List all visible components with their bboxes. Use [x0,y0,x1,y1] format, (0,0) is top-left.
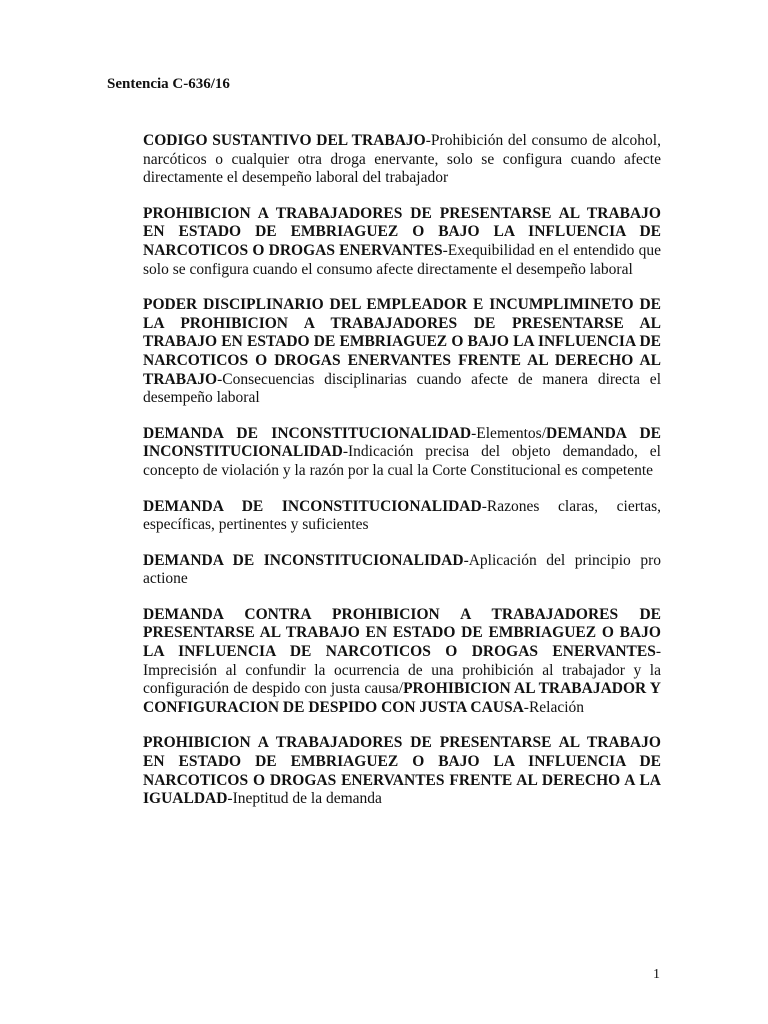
headnote-entry [143,552,661,589]
headnote-text: -Razones claras, ciertas, específicas, pertinentes y suficientes [143,497,661,534]
headnote-text: -Indicación precisa del objeto demandado, el concepto de violación y la razón por la cual la Corte Constitucional es competente [143,443,661,479]
page-number: 1 [653,967,660,982]
headnote-heading: DEMANDA DE INCONSTITUCIONALIDAD [143,424,661,461]
headnote-heading: PROHIBICION A TRABAJADORES DE PRESENTARSE AL TRABAJO EN ESTADO DE EMBRIAGUEZ O BAJO LA INFLUENCIA DE NARCOTICOS O DROGAS ENERVANTES FRENTE AL DERECHO A LA IGUALDAD [143,734,661,808]
headnote-text: -Ineptitud de la demanda [227,790,382,808]
headnote-heading: PROHIBICION AL TRABAJADOR Y CONFIGURACION DE DESPIDO CON JUSTA CAUSA [143,680,661,716]
headnote-entry [143,132,661,188]
headnote-list [143,132,661,826]
headnote-entry [143,498,661,535]
headnote-entry [143,205,661,279]
headnote-heading: DEMANDA DE INCONSTITUCIONALIDAD [143,497,482,515]
headnote-text: -Elementos/ [471,424,547,442]
headnote-text: -Relación [523,698,585,716]
headnote-entry [143,425,661,481]
headnote-entry [143,606,661,718]
headnote-heading: CODIGO SUSTANTIVO DEL TRABAJO [143,132,426,149]
headnote-entry [143,734,661,808]
headnote-heading: DEMANDA DE INCONSTITUCIONALIDAD [143,551,464,569]
headnote-text: -Imprecisión al confundir la ocurrencia de una prohibición al trabajador y la configuración de despido con justa causa/ [143,643,661,698]
headnote-heading: PODER DISCIPLINARIO DEL EMPLEADOR E INCUMPLIMINETO DE LA PROHIBICION A TRABAJADORES DE PRESENTARSE AL TRABAJO EN ESTADO DE EMBRIAGUEZ O BAJO LA INFLUENCIA DE NARCOTICOS O DROGAS ENERVANTES FRENTE AL DERECHO AL TRABAJO [143,296,661,388]
headnote-text: -Aplicación del principio pro actione [143,551,661,588]
headnote-text: -Prohibición del consumo de alcohol, narcóticos o cualquier otra droga enervante, solo se configura cuando afecte directamente el desempeño laboral del trabajador [143,132,661,187]
headnote-text: -Consecuencias disciplinarias cuando afecte de manera directa el desempeño laboral [143,370,661,407]
headnote-heading: PROHIBICION A TRABAJADORES DE PRESENTARSE AL TRABAJO EN ESTADO DE EMBRIAGUEZ O BAJO LA INFLUENCIA DE NARCOTICOS O DROGAS ENERVANTES [143,204,661,259]
headnote-text: -Exequibilidad en el entendido que solo se configura cuando el consumo afecte directamente el desempeño laboral [143,241,661,278]
headnote-heading: DEMANDA CONTRA PROHIBICION A TRABAJADORES DE PRESENTARSE AL TRABAJO EN ESTADO DE EMBRIAGUEZ O BAJO LA INFLUENCIA DE NARCOTICOS O DROGAS ENERVANTES [143,605,661,661]
headnote-entry [143,296,661,408]
headnote-heading: DEMANDA DE INCONSTITUCIONALIDAD [143,424,472,442]
document-title: Sentencia C-636/16 [107,76,230,92]
